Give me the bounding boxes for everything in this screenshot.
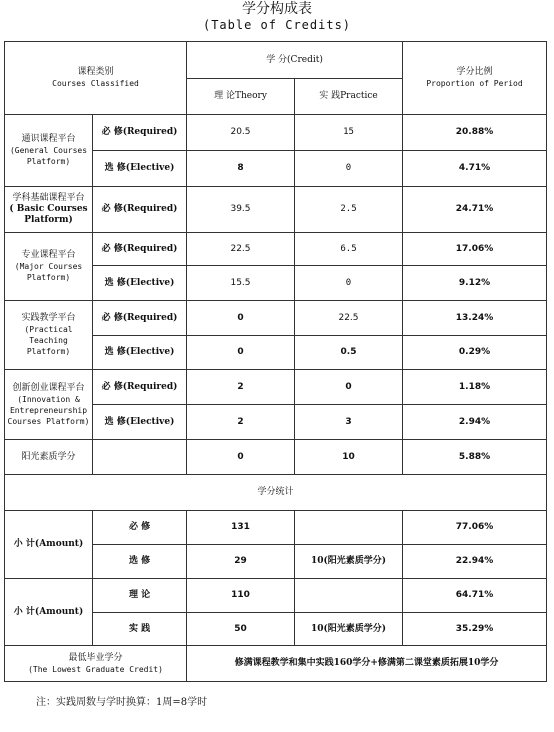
table-row: 选 修(Elective) 8 0 4.71% xyxy=(5,151,547,187)
table-row: 阳光素质学分 0 10 5.88% xyxy=(5,440,547,475)
header-row xyxy=(5,42,547,79)
platform-major: 专业课程平台 (Major Courses Platform) xyxy=(5,233,93,301)
table-row: 小 计(Amount) 理 论 110 64.71% xyxy=(5,579,547,613)
table-row: 选 修(Elective) 0 0.5 0.29% xyxy=(5,336,547,370)
stats-heading: 学分统计 xyxy=(5,475,547,511)
platform-innovation: 创新创业课程平台 (Innovation & Entrepreneurship Courses Platform) xyxy=(5,370,93,440)
table-row: 通识课程平台 (General Courses Platform) 必 修(Required) 20.5 15 20.88% xyxy=(5,115,547,151)
table-row: 选 修 29 10(阳光素质学分) 22.94% xyxy=(5,545,547,579)
table-row: 实 践 50 10(阳光素质学分) 35.29% xyxy=(5,613,547,646)
platform-general: 通识课程平台 (General Courses Platform) xyxy=(5,115,93,187)
table-row: 选 修(Elective) 2 3 2.94% xyxy=(5,405,547,440)
table-row: 学科基础课程平台 ( Basic Courses Platform) 必 修(Required) 39.5 2.5 24.71% xyxy=(5,187,547,233)
lowest-credit-text: 修满课程教学和集中实践160学分+修满第二课堂素质拓展10学分 xyxy=(187,646,547,682)
table-row: 实践教学平台 (Practical Teaching Platform) 必 修(Required) 0 22.5 13.24% xyxy=(5,301,547,336)
credits-table xyxy=(4,41,547,682)
platform-basic: 学科基础课程平台 ( Basic Courses Platform) xyxy=(5,187,93,233)
theory-header: 理 论Theory xyxy=(187,79,295,115)
amount-label: 小 计(Amount) xyxy=(5,511,93,579)
page-title: 学分构成表 xyxy=(242,1,312,17)
table-row: 专业课程平台 (Major Courses Platform) 必 修(Required) 22.5 6.5 17.06% xyxy=(5,233,547,266)
table-row: 创新创业课程平台 (Innovation & Entrepreneurship Courses Platform) 必 修(Required) 2 0 1.18% xyxy=(5,370,547,405)
footnote: 注：实践周数与学时换算：1周=8学时 xyxy=(36,697,208,708)
lowest-credit-label: 最低毕业学分 (The Lowest Graduate Credit) xyxy=(5,646,187,682)
table-row: 小 计(Amount) 必 修 131 77.06% xyxy=(5,511,547,545)
page-subtitle: (Table of Credits) xyxy=(202,18,352,32)
amount-label: 小 计(Amount) xyxy=(5,579,93,646)
proportion-header: 学分比例 Proportion of Period xyxy=(403,42,547,115)
platform-practical: 实践教学平台 (Practical Teaching Platform) xyxy=(5,301,93,370)
category-header: 课程类别 Courses Classified xyxy=(5,42,187,115)
stats-heading-row xyxy=(5,475,547,511)
credit-header: 学 分(Credit) xyxy=(187,42,403,79)
lowest-credit-row xyxy=(5,646,547,682)
practice-header: 实 践Practice xyxy=(295,79,403,115)
table-row: 选 修(Elective) 15.5 0 9.12% xyxy=(5,266,547,301)
platform-sunshine: 阳光素质学分 xyxy=(5,440,93,475)
